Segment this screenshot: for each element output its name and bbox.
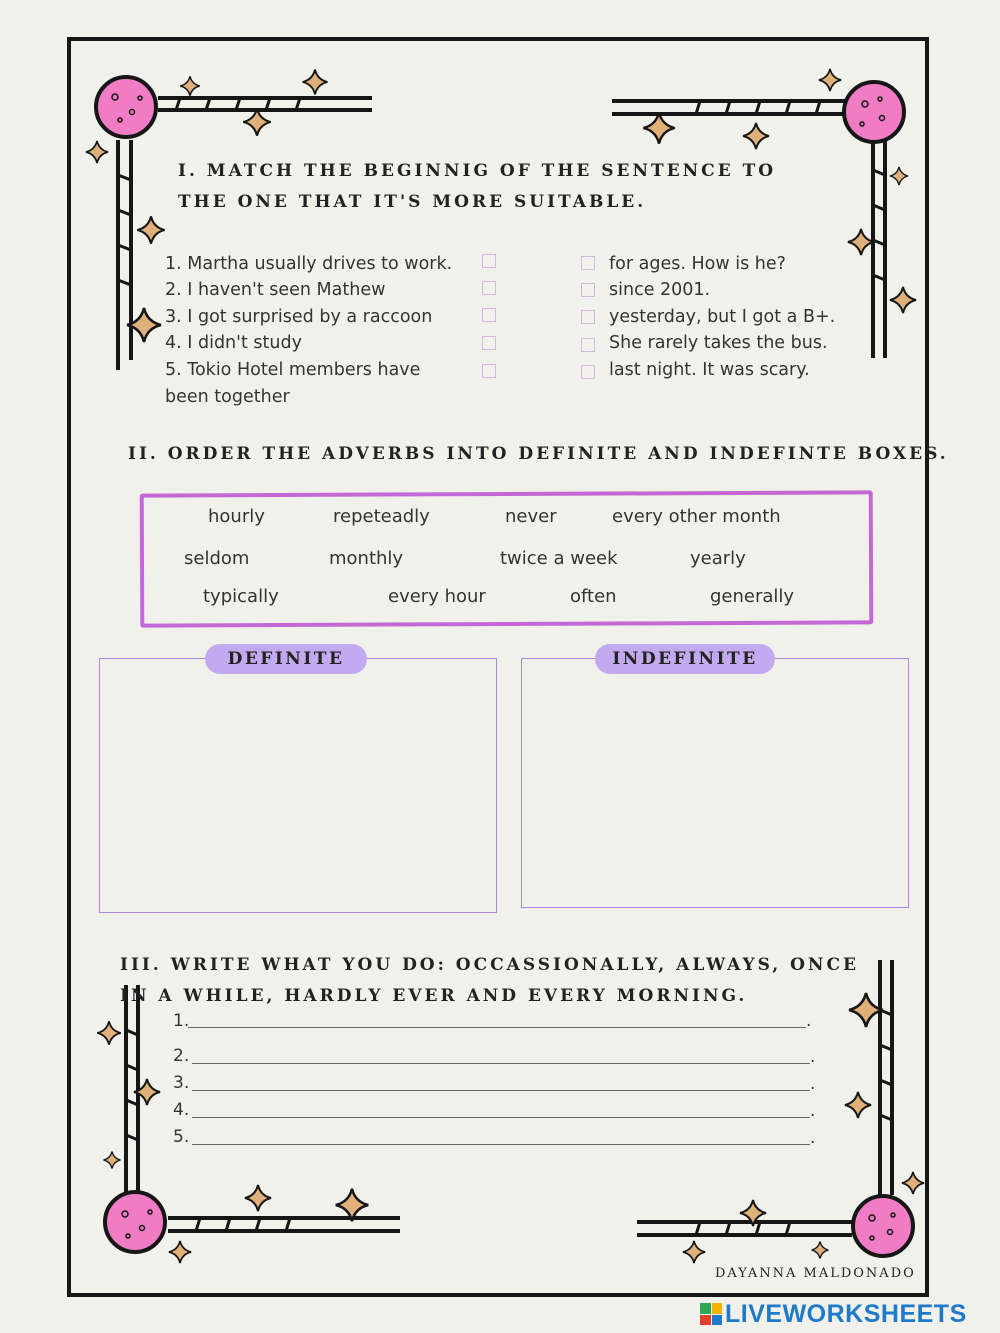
match-right-checkbox-5[interactable] <box>581 365 595 379</box>
answer-line-end-2: . <box>810 1047 816 1067</box>
match-right-item-2: since 2001. <box>609 280 711 300</box>
match-left-checkbox-4[interactable] <box>482 336 496 350</box>
indefinite-drop-box[interactable] <box>521 658 909 908</box>
answer-line-1[interactable] <box>188 1010 806 1028</box>
adverb-word[interactable]: monthly <box>329 548 404 569</box>
adverb-word[interactable]: often <box>570 586 617 607</box>
indefinite-label: INDEFINITE <box>595 644 775 674</box>
adverb-word[interactable]: never <box>505 506 557 527</box>
answer-line-end-1: . <box>806 1011 812 1031</box>
author-credit: DAYANNA MALDONADO <box>715 1266 916 1281</box>
section3-heading: III. WRITE WHAT YOU DO: OCCASSIONALLY, ALWAYS, ONCE IN A WHILE, HARDLY EVER AND EVERY MORNING. <box>120 955 859 1006</box>
adverb-word[interactable]: yearly <box>690 548 746 569</box>
definite-label: DEFINITE <box>205 644 367 674</box>
match-right-item-1: for ages. How is he? <box>609 254 786 274</box>
liveworksheets-logo-icon <box>700 1303 722 1325</box>
adverb-word[interactable]: repeteadly <box>333 506 430 527</box>
answer-number-3: 3. <box>173 1073 190 1093</box>
adverb-word[interactable]: generally <box>710 586 795 607</box>
brand-name: LIVEWORKSHEETS <box>725 1299 967 1328</box>
answer-line-3[interactable] <box>192 1073 810 1091</box>
answer-number-2: 2. <box>173 1046 190 1066</box>
answer-line-end-3: . <box>810 1074 816 1094</box>
adverb-word[interactable]: every hour <box>388 586 486 607</box>
answer-line-2[interactable] <box>192 1046 810 1064</box>
adverb-word[interactable]: twice a week <box>500 548 618 569</box>
liveworksheets-brand[interactable] <box>700 1300 967 1328</box>
match-left-item-5-cont: been together <box>165 387 290 407</box>
match-right-checkbox-1[interactable] <box>581 256 595 270</box>
adverb-word[interactable]: hourly <box>208 506 265 527</box>
match-right-item-5: last night. It was scary. <box>609 360 810 380</box>
answer-line-end-5: . <box>810 1128 816 1148</box>
match-left-item-1: 1. Martha usually drives to work. <box>165 254 453 274</box>
adverb-word[interactable]: typically <box>203 586 279 607</box>
match-right-checkbox-4[interactable] <box>581 338 595 352</box>
match-left-checkbox-3[interactable] <box>482 308 496 322</box>
match-left-checkbox-2[interactable] <box>482 281 496 295</box>
match-right-item-3: yesterday, but I got a B+. <box>609 307 836 327</box>
answer-line-end-4: . <box>810 1101 816 1121</box>
match-left-item-4: 4. I didn't study <box>165 333 302 353</box>
section1-heading: I. MATCH THE BEGINNIG OF THE SENTENCE TO THE ONE THAT IT'S MORE SUITABLE. <box>178 161 777 212</box>
section2-heading: II. ORDER THE ADVERBS INTO DEFINITE AND INDEFINTE BOXES. <box>128 444 949 464</box>
adverb-word[interactable]: every other month <box>612 506 781 527</box>
match-left-item-2: 2. I haven't seen Mathew <box>165 280 386 300</box>
answer-number-5: 5. <box>173 1127 190 1147</box>
answer-number-1: 1. <box>173 1011 190 1031</box>
match-right-checkbox-3[interactable] <box>581 310 595 324</box>
adverb-word[interactable]: seldom <box>184 548 250 569</box>
answer-number-4: 4. <box>173 1100 190 1120</box>
match-left-checkbox-1[interactable] <box>482 254 496 268</box>
match-left-checkbox-5[interactable] <box>482 364 496 378</box>
answer-line-5[interactable] <box>192 1127 810 1145</box>
match-right-checkbox-2[interactable] <box>581 283 595 297</box>
match-left-item-5: 5. Tokio Hotel members have <box>165 360 421 380</box>
match-left-item-3: 3. I got surprised by a raccoon <box>165 307 433 327</box>
match-right-item-4: She rarely takes the bus. <box>609 333 828 353</box>
definite-drop-box[interactable] <box>99 658 497 913</box>
answer-line-4[interactable] <box>192 1100 810 1118</box>
